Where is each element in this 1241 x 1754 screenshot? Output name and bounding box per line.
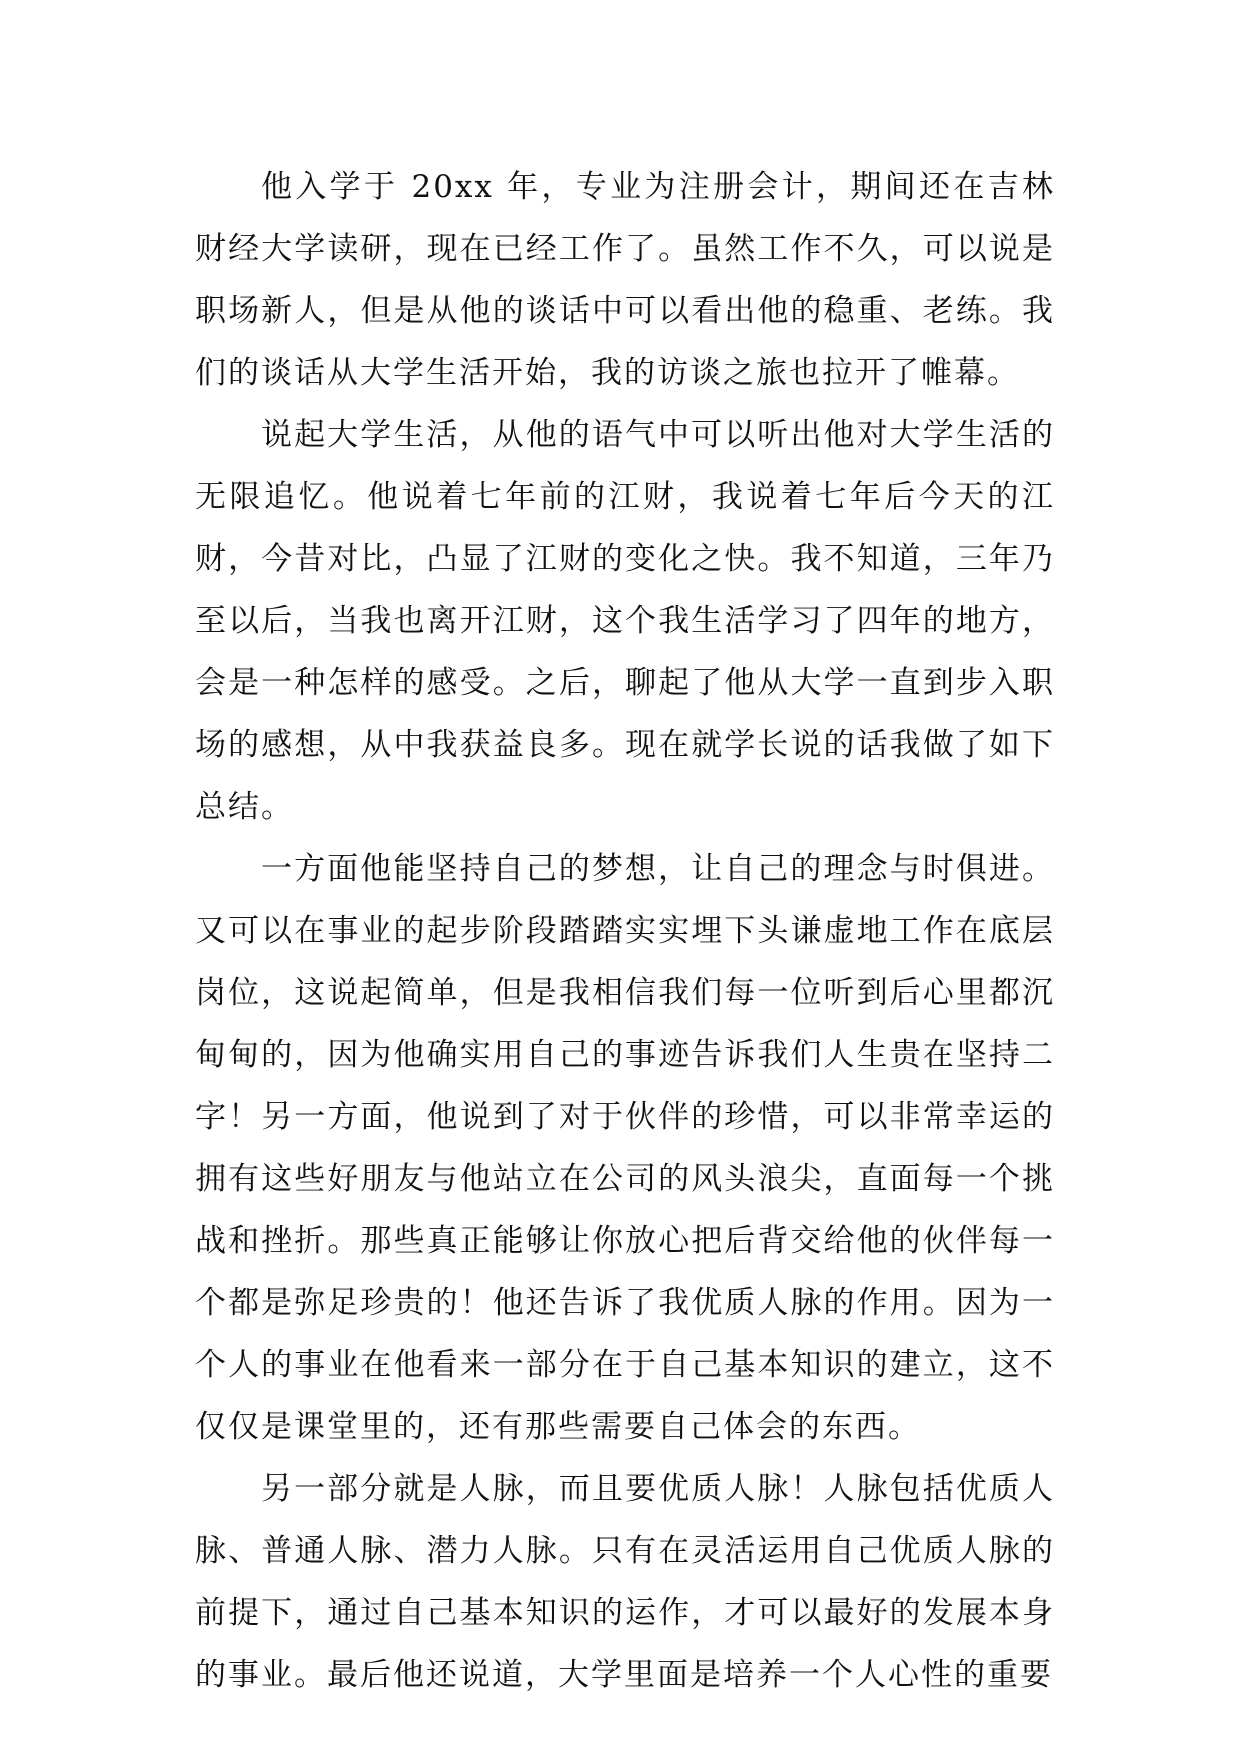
paragraph-1: 他入学于 20xx 年，专业为注册会计，期间还在吉林财经大学读研，现在已经工作了。虽然工作不久，可以说是职场新人，但是从他的谈话中可以看出他的稳重、老练。我们的谈话从大学生活开始，我的访谈之旅也拉开了帷幕。 (195, 169, 1055, 391)
document-body (195, 156, 1055, 1706)
paragraph-3: 一方面他能坚持自己的梦想，让自己的理念与时俱进。又可以在事业的起步阶段踏踏实实埋下头谦虚地工作在底层岗位，这说起简单，但是我相信我们每一位听到后心里都沉甸甸的，因为他确实用自己的事迹告诉我们人生贵在坚持二字！另一方面，他说到了对于伙伴的珍惜，可以非常幸运的拥有这些好朋友与他站立在公司的风头浪尖，直面每一个挑战和挫折。那些真正能够让你放心把后背交给他的伙伴每一个都是弥足珍贵的！他还告诉了我优质人脉的作用。因为一个人的事业在他看来一部分在于自己基本知识的建立，这不仅仅是课堂里的，还有那些需要自己体会的东西。 (195, 851, 1055, 1445)
paragraph-4: 另一部分就是人脉，而且要优质人脉！人脉包括优质人脉、普通人脉、潜力人脉。只有在灵活运用自己优质人脉的前提下，通过自己基本知识的运作，才可以最好的发展本身的事业。最后他还说道，大学里面是培养一个人心性的重要 (195, 1471, 1055, 1693)
paragraph-2: 说起大学生活，从他的语气中可以听出他对大学生活的无限追忆。他说着七年前的江财，我说着七年后今天的江财，今昔对比，凸显了江财的变化之快。我不知道，三年乃至以后，当我也离开江财，这个我生活学习了四年的地方，会是一种怎样的感受。之后，聊起了他从大学一直到步入职场的感想，从中我获益良多。现在就学长说的话我做了如下总结。 (195, 417, 1055, 825)
